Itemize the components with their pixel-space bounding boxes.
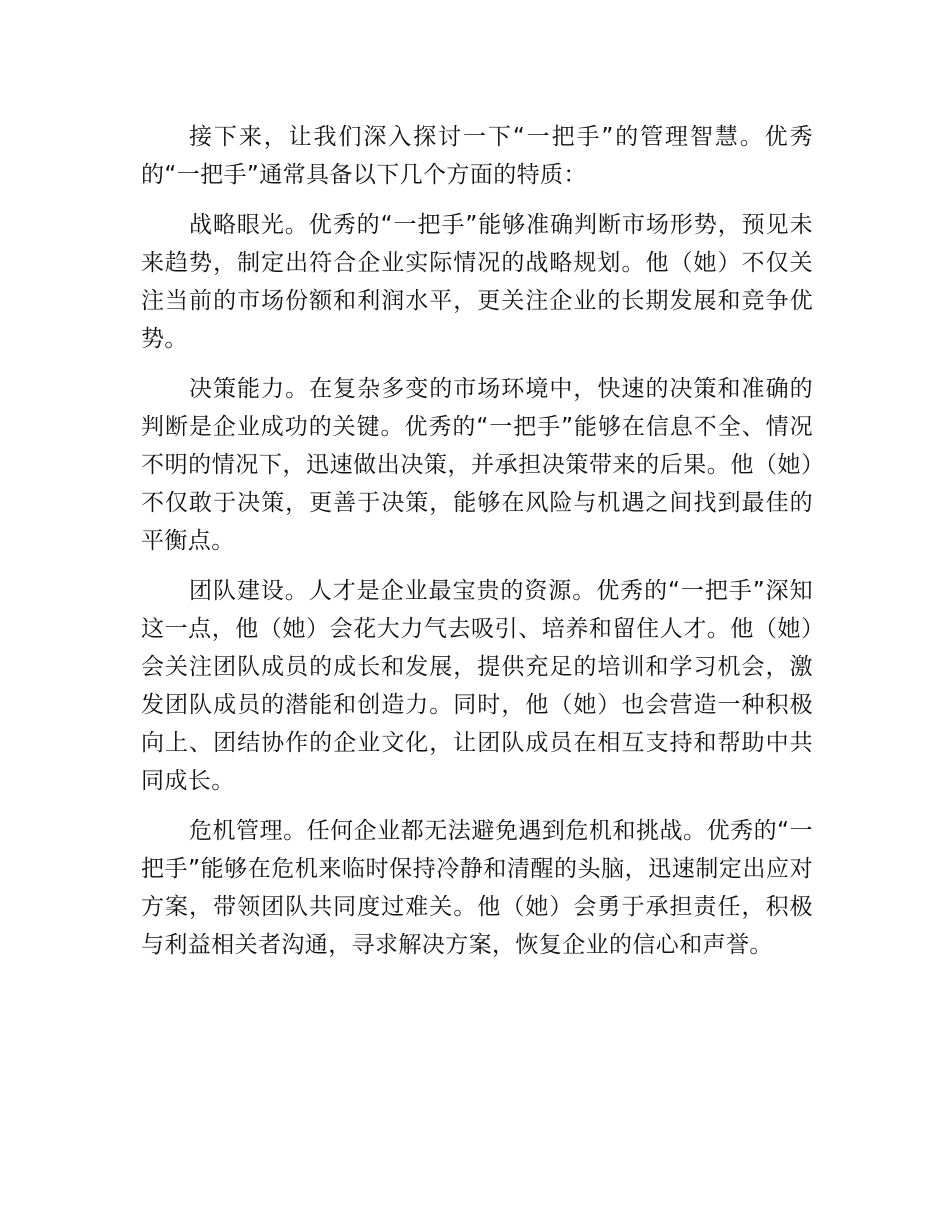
document-body <box>141 118 813 976</box>
paragraph-strategic-vision: 战略眼光。优秀的“一把手”能够准确判断市场形势，预见未来趋势，制定出符合企业实际情况的战略规划。他（她）不仅关注当前的市场份额和利润水平，更关注企业的长期发展和竞争优势。 <box>141 212 813 352</box>
paragraph-team-building: 团队建设。人才是企业最宝贵的资源。优秀的“一把手”深知这一点，他（她）会花大力气去吸引、培养和留住人才。他（她）会关注团队成员的成长和发展，提供充足的培训和学习机会，激发团队成员的潜能和创造力。同时，他（她）也会营造一种积极向上、团结协作的企业文化，让团队成员在相互支持和帮助中共同成长。 <box>141 578 813 794</box>
paragraph-decision-making: 决策能力。在复杂多变的市场环境中，快速的决策和准确的判断是企业成功的关键。优秀的“一把手”能够在信息不全、情况不明的情况下，迅速做出决策，并承担决策带来的后果。他（她）不仅敢于决策，更善于决策，能够在风险与机遇之间找到最佳的平衡点。 <box>141 376 813 554</box>
paragraph-crisis-management: 危机管理。任何企业都无法避免遇到危机和挑战。优秀的“一把手”能够在危机来临时保持冷静和清醒的头脑，迅速制定出应对方案，带领团队共同度过难关。他（她）会勇于承担责任，积极与利益相关者沟通，寻求解决方案，恢复企业的信心和声誉。 <box>141 818 813 958</box>
paragraph-intro: 接下来，让我们深入探讨一下“一把手”的管理智慧。优秀的“一把手”通常具备以下几个方面的特质： <box>141 124 813 188</box>
